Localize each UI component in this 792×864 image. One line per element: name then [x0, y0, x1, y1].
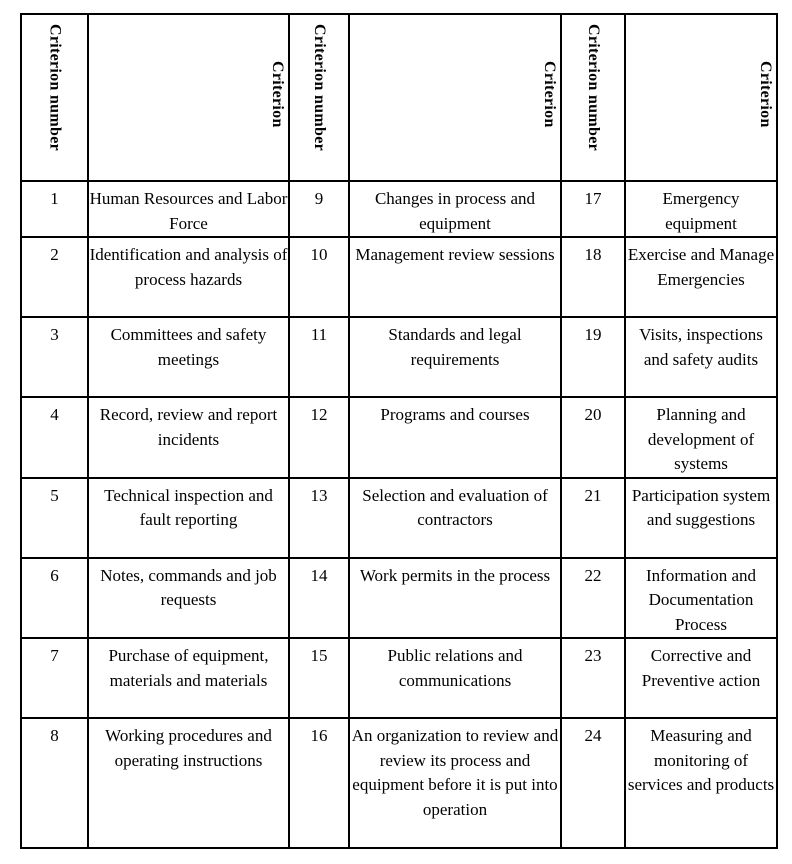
criterion-cell: Planning and development of systems	[625, 397, 777, 478]
header-criterion-number-3	[561, 14, 625, 181]
criterion-number-cell: 4	[21, 397, 88, 478]
criterion-cell: Work permits in the process	[349, 558, 561, 639]
header-number-label: Criterion number	[46, 24, 64, 152]
criterion-number-cell: 2	[21, 237, 88, 317]
header-number-label: Criterion number	[311, 24, 328, 152]
criterion-cell: Corrective and Preventive action	[625, 638, 777, 718]
criterion-number-cell: 16	[289, 718, 349, 848]
header-criterion-label: Criterion	[757, 61, 774, 128]
criterion-cell: An organization to review and review its process and equipment before it is put into operation	[349, 718, 561, 848]
table-row	[21, 718, 777, 848]
criterion-cell: Working procedures and operating instructions	[88, 718, 289, 848]
criterion-number-cell: 15	[289, 638, 349, 718]
header-criterion-2	[349, 14, 561, 181]
criterion-number-cell: 10	[289, 237, 349, 317]
table-row	[21, 181, 777, 237]
criterion-cell: Identification and analysis of process hazards	[88, 237, 289, 317]
header-criterion-1	[88, 14, 289, 181]
criterion-number-cell: 13	[289, 478, 349, 558]
criterion-cell: Management review sessions	[349, 237, 561, 317]
criterion-cell: Committees and safety meetings	[88, 317, 289, 397]
table-row	[21, 478, 777, 558]
criterion-number-cell: 5	[21, 478, 88, 558]
table-row	[21, 237, 777, 317]
criterion-cell: Information and Documentation Process	[625, 558, 777, 639]
criterion-number-cell: 3	[21, 317, 88, 397]
criterion-number-cell: 8	[21, 718, 88, 848]
criterion-number-cell: 23	[561, 638, 625, 718]
table-row	[21, 317, 777, 397]
header-number-label: Criterion number	[585, 24, 602, 152]
criterion-cell: Changes in process and equipment	[349, 181, 561, 237]
criterion-cell: Programs and courses	[349, 397, 561, 478]
criterion-number-cell: 11	[289, 317, 349, 397]
header-criterion-3	[625, 14, 777, 181]
criterion-number-cell: 24	[561, 718, 625, 848]
criterion-cell: Notes, commands and job requests	[88, 558, 289, 639]
criterion-cell: Technical inspection and fault reporting	[88, 478, 289, 558]
criterion-number-cell: 9	[289, 181, 349, 237]
table-row	[21, 397, 777, 478]
criterion-cell: Participation system and suggestions	[625, 478, 777, 558]
criterion-number-cell: 21	[561, 478, 625, 558]
criterion-number-cell: 1	[21, 181, 88, 237]
criterion-number-cell: 18	[561, 237, 625, 317]
criterion-cell: Record, review and report incidents	[88, 397, 289, 478]
criterion-cell: Standards and legal requirements	[349, 317, 561, 397]
criterion-number-cell: 12	[289, 397, 349, 478]
criterion-cell: Visits, inspections and safety audits	[625, 317, 777, 397]
table-row	[21, 558, 777, 639]
criterion-cell: Emergency equipment	[625, 181, 777, 237]
header-row	[21, 14, 777, 181]
criterion-cell: Public relations and communications	[349, 638, 561, 718]
criterion-number-cell: 17	[561, 181, 625, 237]
header-criterion-number-2	[289, 14, 349, 181]
criteria-table	[20, 13, 778, 849]
criterion-number-cell: 19	[561, 317, 625, 397]
table-row	[21, 638, 777, 718]
criterion-cell: Selection and evaluation of contractors	[349, 478, 561, 558]
header-criterion-label: Criterion	[541, 61, 558, 128]
criterion-number-cell: 6	[21, 558, 88, 639]
header-criterion-label: Criterion	[269, 61, 286, 128]
criterion-cell: Human Resources and Labor Force	[88, 181, 289, 237]
criterion-cell: Measuring and monitoring of services and products	[625, 718, 777, 848]
criterion-number-cell: 14	[289, 558, 349, 639]
criterion-cell: Purchase of equipment, materials and materials	[88, 638, 289, 718]
header-criterion-number-1	[21, 14, 88, 181]
criterion-number-cell: 20	[561, 397, 625, 478]
criterion-cell: Exercise and Manage Emergencies	[625, 237, 777, 317]
criterion-number-cell: 22	[561, 558, 625, 639]
criterion-number-cell: 7	[21, 638, 88, 718]
